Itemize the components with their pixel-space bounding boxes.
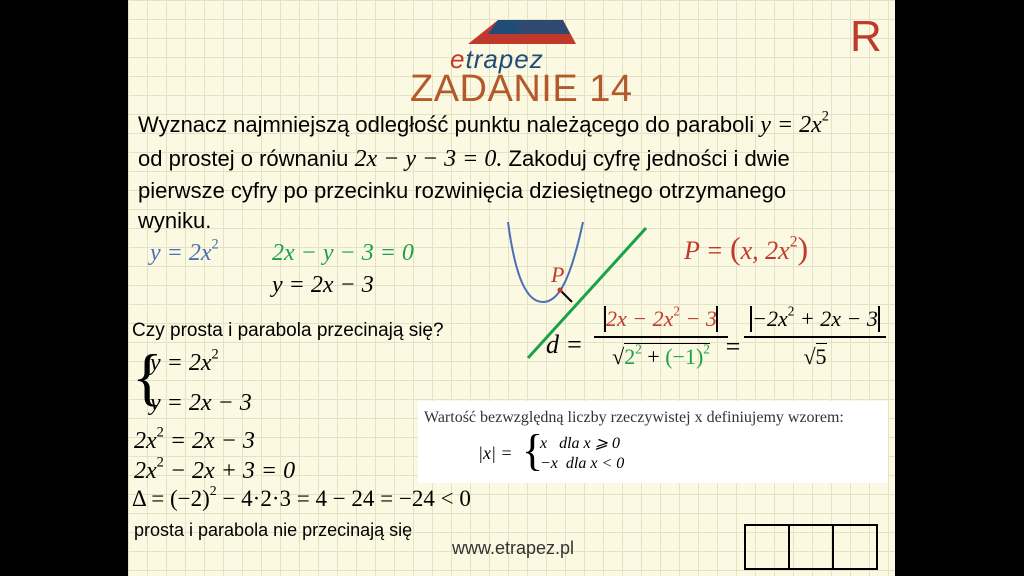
task-line-2 (138, 146, 790, 173)
answer-box-1[interactable] (744, 524, 790, 570)
question-text: Czy prosta i parabola przecinają się? (132, 320, 444, 341)
distance-den-1a: 2 (624, 344, 636, 369)
step-1-text: 2x (134, 428, 157, 454)
task-line-1-text: Wyznacz najmniejszą odległość punktu należącego do paraboli (138, 112, 755, 137)
point-formula: P = (x, $2x^2$) (684, 230, 809, 266)
definition-case-1: x dla x ⩾ 0 (540, 435, 621, 452)
distance-num-2: $-2x^2 + 2x - 3$ (750, 306, 880, 332)
task-line-1-math: $y = 2x^2$ (760, 108, 829, 138)
distance-num-2-tail: + 2x − 3 (794, 306, 878, 331)
distance-num-1: $2x - 2x^2 - 3$ (606, 303, 717, 331)
step-1-tail: = 2x − 3 (163, 428, 255, 454)
task-line-3: pierwsze cyfry po przecinku rozwinięcia dziesiętnego otrzymanego (138, 178, 787, 203)
system-eq-1-text: y = 2x (150, 350, 212, 376)
distance-num-1-tail: − 3 (679, 306, 717, 331)
distance-num-2-text: −2x (752, 306, 788, 331)
distance-fraction-2 (744, 303, 886, 370)
distance-fraction-1 (594, 303, 728, 370)
logo-rest: trapez (465, 44, 544, 74)
distance-num-1-text: 2x − 2x (606, 306, 674, 331)
page-title: ZADANIE 14 (410, 68, 633, 110)
system-eq-1: $y = 2x^2$ (150, 346, 219, 376)
step-2-text: 2x (134, 458, 157, 484)
point-formula-lhs: P = (684, 236, 730, 265)
distance-den-1b: + (641, 344, 666, 369)
eq-parabola-text: y = 2x (150, 240, 212, 266)
step-1: $2x^2 = 2x - 3$ (134, 424, 255, 454)
definition-case-2: −x dla x < 0 (540, 455, 625, 472)
task-line-4: wyniku. (138, 208, 212, 233)
point-formula-body: x, 2x (740, 236, 790, 265)
distance-d: d = (546, 330, 584, 359)
task-line-2a: od prostej o równaniu (138, 146, 349, 171)
footer-url: www.etrapez.pl (452, 538, 575, 558)
definition-box (418, 401, 888, 483)
distance-den-2: √5 (803, 344, 827, 369)
step-3-tail: − 4·2·3 = 4 − 24 = −24 < 0 (216, 486, 471, 511)
task-line-1-math-text: y = 2x (760, 112, 822, 138)
step-3-text: Δ = (−2) (132, 486, 210, 511)
logo-e: e (450, 44, 466, 74)
system-eq-2: y = 2x − 3 (150, 390, 252, 416)
task-line-1 (138, 108, 829, 139)
level-badge: R (850, 12, 882, 61)
step-3-delta: $\Delta = (-2)^2 - 4\cdot 2\cdot 3 = 4 - 24 = -24 < 0$ (132, 482, 471, 511)
definition-brace: { (522, 426, 544, 475)
step-2-tail: − 2x + 3 = 0 (163, 458, 296, 484)
eq-line-solved: y = 2x − 3 (272, 272, 374, 298)
system-brace: { (132, 341, 163, 412)
eq-line: 2x − y − 3 = 0 (272, 240, 414, 266)
task-line-2b: Zakoduj cyfrę jedności i dwie (508, 146, 790, 171)
definition-abs: |x| = (478, 443, 513, 463)
point-p-label: P (551, 262, 565, 287)
distance-den-2-text: 5 (815, 344, 827, 369)
logo-roof-icon (458, 16, 578, 46)
distance-den-1c: (−1) (665, 344, 704, 369)
answer-box-3[interactable] (832, 524, 878, 570)
answer-box-2[interactable] (788, 524, 834, 570)
conclusion-text: prosta i parabola nie przecinają się (134, 520, 413, 540)
slide (128, 0, 895, 576)
eq-parabola: $y = 2x^2$ (150, 236, 219, 266)
definition-text: Wartość bezwzględną liczby rzeczywistej x definiujemy wzorem: (424, 409, 844, 426)
task-line-2-math: 2x − y − 3 = 0. (354, 146, 503, 172)
distance-den-1: $√2^2 + (-1)^2$ (612, 341, 710, 369)
distance-equals: = (724, 332, 742, 361)
step-2: $2x^2 - 2x + 3 = 0$ (134, 454, 296, 484)
